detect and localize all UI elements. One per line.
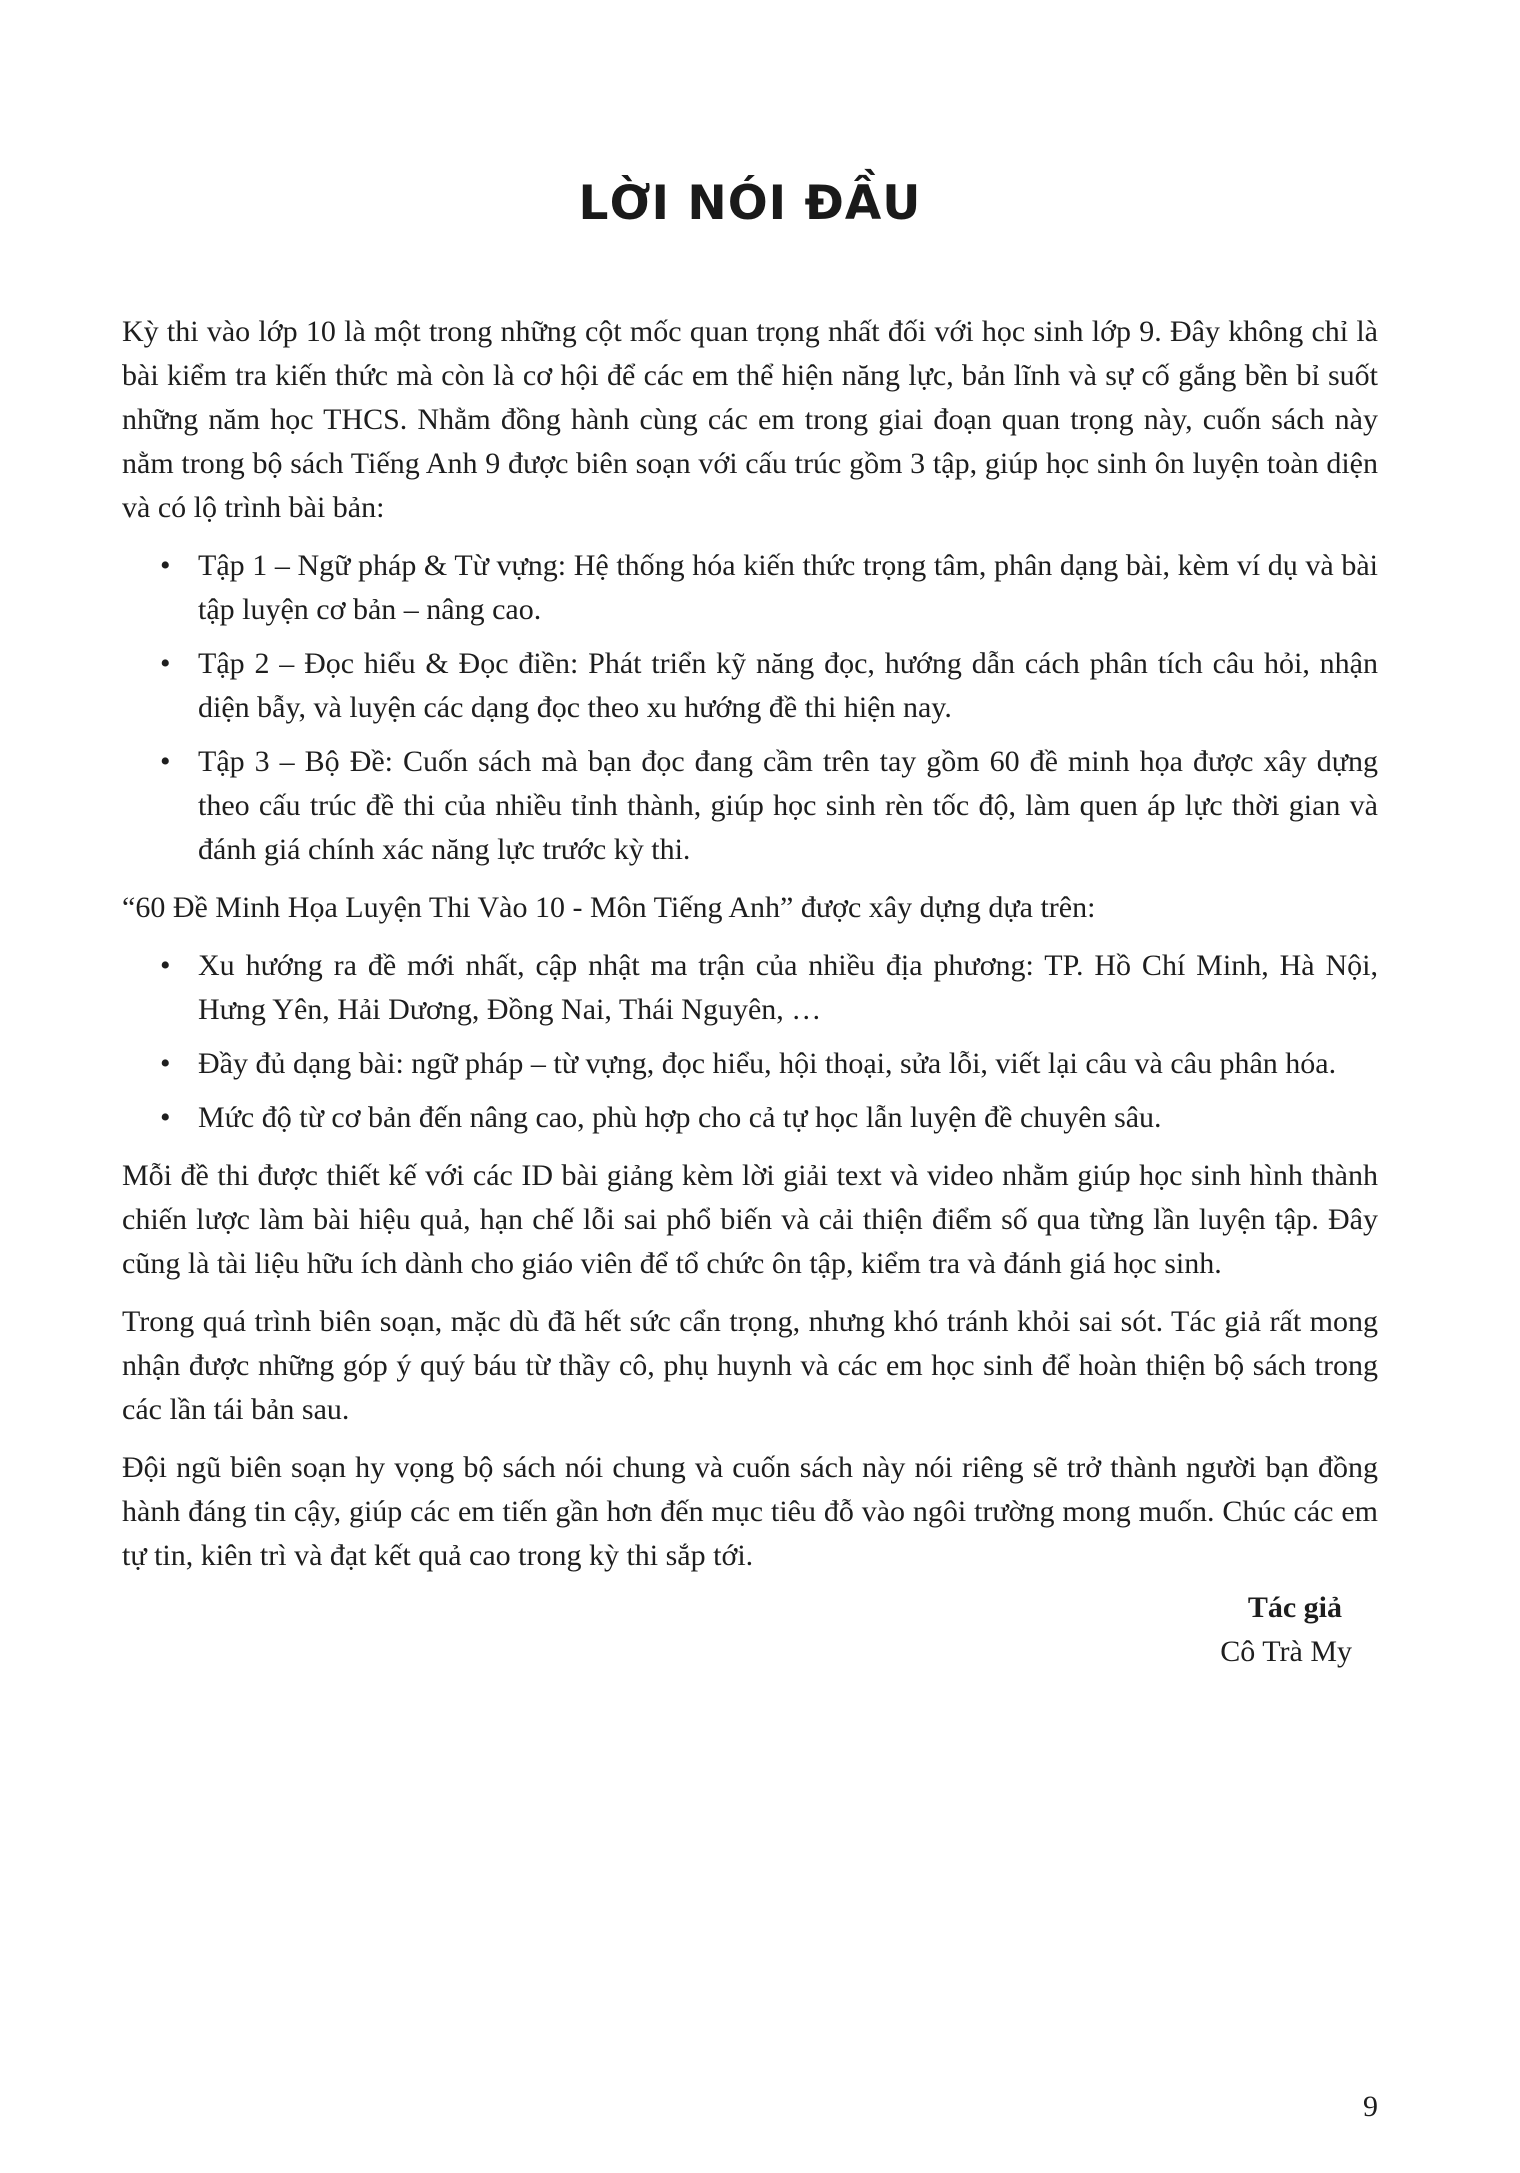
list-item — [122, 642, 1378, 730]
list-item — [122, 1096, 1378, 1140]
bullet-icon: • — [160, 647, 171, 680]
signature-name: Cô Trà My — [1220, 1635, 1352, 1668]
basis-intro-paragraph: “60 Đề Minh Họa Luyện Thi Vào 10 - Môn Tiếng Anh” được xây dựng dựa trên: — [122, 891, 1096, 924]
list-item — [122, 1042, 1378, 1086]
list-item — [122, 544, 1378, 632]
volume-3-text: Tập 3 – Bộ Đề: Cuốn sách mà bạn đọc đang cầm trên tay gồm 60 đề minh họa được xây dựng theo cấu trúc đề thi của nhiều tỉnh thành, giúp học sinh rèn tốc độ, làm quen áp lực thời gian và đánh giá chính xác năng lực trước kỳ thi. — [198, 745, 1378, 866]
signature-block — [122, 1586, 1378, 1674]
bullet-icon: • — [160, 949, 171, 982]
bullet-icon: • — [160, 549, 171, 582]
preface-body — [122, 310, 1378, 1674]
intro-paragraph: Kỳ thi vào lớp 10 là một trong những cột mốc quan trọng nhất đối với học sinh lớp 9. Đây không chỉ là bài kiểm tra kiến thức mà còn là cơ hội để các em thể hiện năng lực, bản lĩnh và sự cố gắng bền bỉ suốt những năm học THCS. Nhằm đồng hành cùng các em trong giai đoạn quan trọng này, cuốn sách này nằm trong bộ sách Tiếng Anh 9 được biên soạn với cấu trúc gồm 3 tập, giúp học sinh ôn luyện toàn diện và có lộ trình bài bản: — [122, 315, 1378, 524]
volume-list — [122, 544, 1378, 872]
closing-paragraph: Đội ngũ biên soạn hy vọng bộ sách nói chung và cuốn sách này nói riêng sẽ trở thành người bạn đồng hành đáng tin cậy, giúp các em tiến gần hơn đến mục tiêu đỗ vào ngôi trường mong muốn. Chúc các em tự tin, kiên trì và đạt kết quả cao trong kỳ thi sắp tới. — [122, 1451, 1378, 1572]
basis-list — [122, 944, 1378, 1140]
volume-2-text: Tập 2 – Đọc hiểu & Đọc điền: Phát triển kỹ năng đọc, hướng dẫn cách phân tích câu hỏi, nhận diện bẫy, và luyện các dạng đọc theo xu hướng đề thi hiện nay. — [198, 647, 1378, 724]
page-title: LỜI NÓI ĐẦU — [578, 176, 922, 231]
bullet-icon: • — [160, 745, 171, 778]
list-item — [122, 740, 1378, 872]
volume-1-text: Tập 1 – Ngữ pháp & Từ vựng: Hệ thống hóa kiến thức trọng tâm, phân dạng bài, kèm ví dụ và bài tập luyện cơ bản – nâng cao. — [198, 549, 1378, 626]
document-page — [122, 0, 1378, 2173]
design-paragraph: Mỗi đề thi được thiết kế với các ID bài giảng kèm lời giải text và video nhằm giúp học sinh hình thành chiến lược làm bài hiệu quả, hạn chế lỗi sai phổ biến và cải thiện điểm số qua từng lần luyện tập. Đây cũng là tài liệu hữu ích dành cho giáo viên để tổ chức ôn tập, kiểm tra và đánh giá học sinh. — [122, 1159, 1378, 1280]
basis-2-text: Đầy đủ dạng bài: ngữ pháp – từ vựng, đọc hiểu, hội thoại, sửa lỗi, viết lại câu và câu phân hóa. — [198, 1047, 1337, 1080]
feedback-paragraph: Trong quá trình biên soạn, mặc dù đã hết sức cẩn trọng, nhưng khó tránh khỏi sai sót. Tác giả rất mong nhận được những góp ý quý báu từ thầy cô, phụ huynh và các em học sinh để hoàn thiện bộ sách trong các lần tái bản sau. — [122, 1305, 1378, 1426]
signature-role: Tác giả — [1247, 1591, 1342, 1624]
bullet-icon: • — [160, 1101, 171, 1134]
bullet-icon: • — [160, 1047, 171, 1080]
page-number: 9 — [1363, 2090, 1378, 2123]
list-item — [122, 944, 1378, 1032]
basis-1-text: Xu hướng ra đề mới nhất, cập nhật ma trận của nhiều địa phương: TP. Hồ Chí Minh, Hà Nội, Hưng Yên, Hải Dương, Đồng Nai, Thái Nguyên, … — [198, 949, 1378, 1026]
basis-3-text: Mức độ từ cơ bản đến nâng cao, phù hợp cho cả tự học lẫn luyện đề chuyên sâu. — [198, 1101, 1162, 1134]
